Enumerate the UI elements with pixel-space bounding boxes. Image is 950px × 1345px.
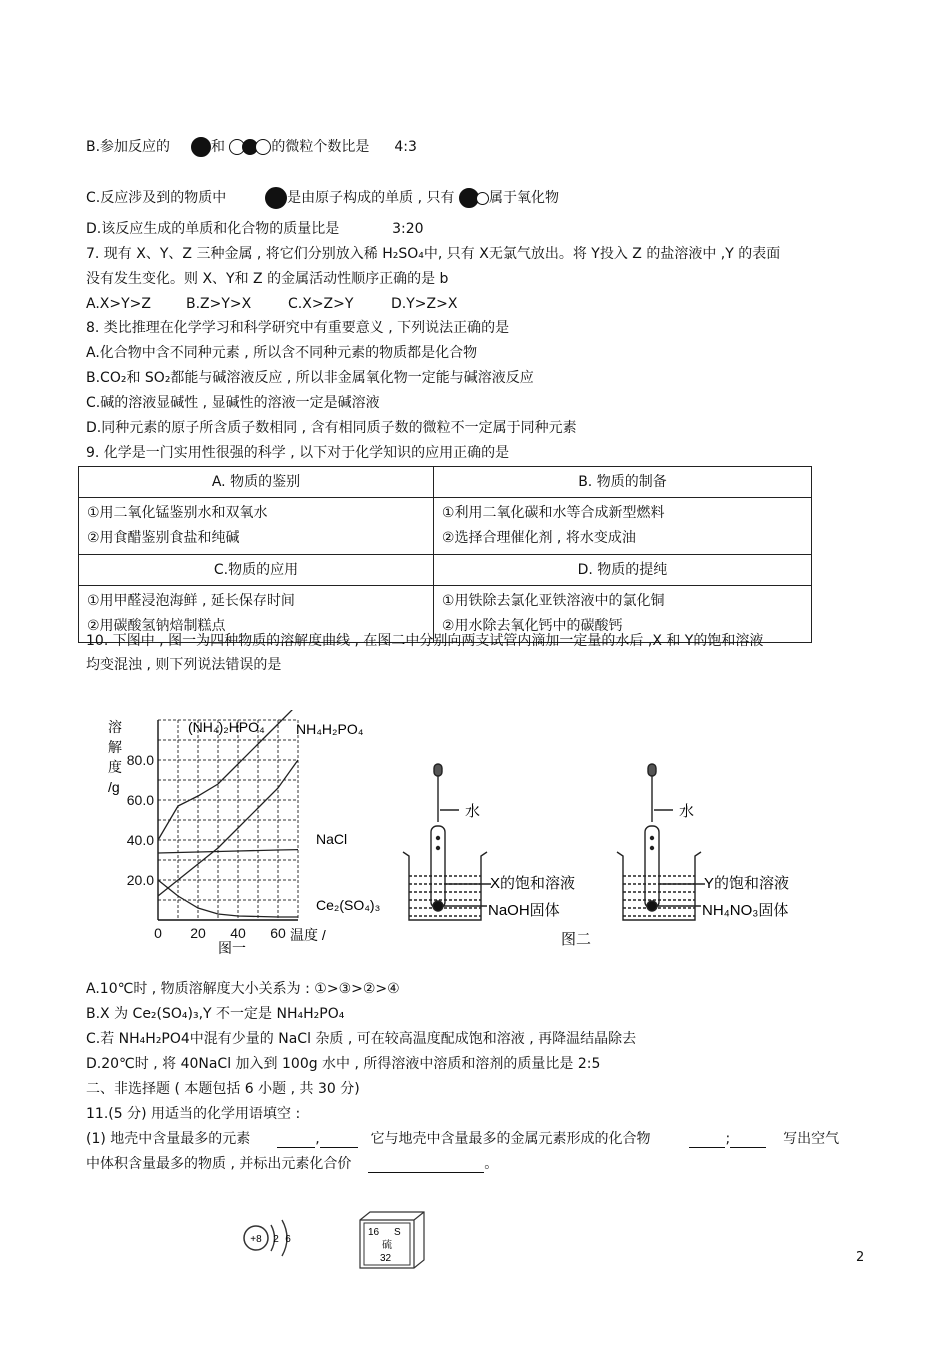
figure-two <box>395 760 815 950</box>
q9-c-item: ②用碳酸氢钠焙制糕点 <box>87 618 226 634</box>
q9-d-item: ②用水除去氧化钙中的碳酸钙 <box>441 618 623 634</box>
q6-c-mid: 是由原子构成的单质 <box>287 190 414 206</box>
q9-a-head: A. 物质的鉴别 <box>79 467 434 498</box>
solid-icon <box>647 901 657 911</box>
y-tick-label: 80.0 <box>126 752 154 768</box>
q6-option-d <box>86 220 424 238</box>
x-tick-label: 20 <box>190 925 206 941</box>
q7-options <box>86 295 457 313</box>
x-axis-label: 温度 / <box>290 927 326 943</box>
q7-option-d: D.Y>Z>X <box>391 296 458 312</box>
q9-d-head: D. 物质的提纯 <box>433 555 811 586</box>
element-card <box>358 1210 430 1270</box>
q9-b-cell <box>433 498 811 555</box>
q9-a-item: ①用二氧化锰鉴别水和双氧水 <box>87 505 268 521</box>
q6-d-ratio: 3:20 <box>392 221 424 237</box>
q11-part1 <box>86 1130 839 1148</box>
q9-table <box>78 466 812 643</box>
answer-blank[interactable] <box>320 1133 358 1148</box>
q9-a-cell <box>79 498 434 555</box>
q11-part1-cont <box>86 1155 498 1173</box>
water-label: 水 <box>679 803 695 820</box>
atom-structure-diagram <box>238 1213 298 1263</box>
y-tick-label: 60.0 <box>126 792 154 808</box>
ylabel-char: 解 <box>108 739 122 755</box>
q6-b-and: 和 <box>210 139 225 155</box>
q8-option-a: A.化合物中含不同种元素 , 所以含不同种元素的物质都是化合物 <box>86 345 478 361</box>
q7-line2: 没有发生变化。则 X、Y和 Z 的金属活动性顺序正确的是 b <box>86 271 449 287</box>
black-atom-icon <box>265 187 287 209</box>
dropper-bulb-icon <box>434 764 442 776</box>
shell-electrons: 2 <box>273 1234 279 1245</box>
q11-comma: , <box>315 1131 320 1147</box>
y-solution-label: Y的饱和溶液 <box>704 875 790 892</box>
chart-grid <box>158 720 298 920</box>
series-line <box>158 850 298 853</box>
x-tick-label: 60 <box>270 925 286 941</box>
q6-b-ratio: 4:3 <box>394 139 417 155</box>
answer-blank[interactable] <box>689 1133 725 1148</box>
water-label: 水 <box>465 803 481 820</box>
q10-option-c: C.若 NH₄H₂PO4中混有少量的 NaCl 杂质 , 可在较高温度配成饱和溶液 , 再降温结晶除去 <box>86 1031 637 1047</box>
q9-a-item: ②用食醋鉴别食盐和纯碱 <box>87 530 240 546</box>
q11-text-b: 它与地壳中含量最多的金属元素形成的化合物 <box>370 1131 651 1147</box>
chart-curves <box>158 710 298 917</box>
y-tick-label: 20.0 <box>126 872 154 888</box>
element-symbol: S <box>394 1227 401 1238</box>
series-label: NaCl <box>316 831 348 847</box>
y-tick-label: 40.0 <box>126 832 154 848</box>
q7-line1: 7. 现有 X、Y、Z 三种金属 , 将它们分别放入稀 H₂SO₄中, 只有 X无氯气放出。将 Y投入 Z 的盐溶液中 ,Y 的表面 <box>86 246 781 262</box>
element-name: 硫 <box>382 1240 392 1251</box>
chart-ticks <box>127 752 286 941</box>
y-solid-label: NH₄NO₃固体 <box>702 902 789 919</box>
atomic-number: 16 <box>368 1227 380 1238</box>
solubility-chart <box>100 710 400 960</box>
q11-semicolon: ; <box>725 1131 731 1147</box>
q7-option-a: A.X>Y>Z <box>86 296 151 312</box>
answer-blank[interactable] <box>277 1133 315 1148</box>
beaker-left <box>403 764 491 920</box>
q9-c-item: ①用甲醛浸泡海鲜 , 延长保存时间 <box>87 593 295 609</box>
q8-stem: 8. 类比推理在化学学习和科学研究中有重要意义 , 下列说法正确的是 <box>86 320 510 336</box>
q9-b-item: ②选择合理催化剂 , 将水变成油 <box>441 530 636 546</box>
x-solution-label: X的饱和溶液 <box>490 875 576 892</box>
q11-text-c: 写出空气 <box>783 1131 840 1147</box>
q7-option-c: C.X>Z>Y <box>288 296 354 312</box>
page-number: 2 <box>856 1250 865 1265</box>
y-axis-label <box>108 719 122 795</box>
q7-option-b: B.Z>Y>X <box>186 296 252 312</box>
oxide-molecule-icon <box>459 188 489 208</box>
q8-option-d: D.同种元素的原子所含质子数相同 , 含有相同质子数的微粒不一定属于同种元素 <box>86 420 577 436</box>
q11-period: 。 <box>484 1156 499 1172</box>
q10-option-a: A.10℃时 , 物质溶解度大小关系为 : ①>③>②>④ <box>86 981 400 997</box>
q8-option-c: C.碱的溶液显碱性 , 显碱性的溶液一定是碱溶液 <box>86 395 380 411</box>
q9-b-item: ①利用二氧化碳和水等合成新型燃料 <box>441 505 665 521</box>
nucleus-charge: +8 <box>250 1234 262 1245</box>
q9-b-head: B. 物质的制备 <box>433 467 811 498</box>
chart-caption: 图一 <box>218 940 246 956</box>
q6-option-c <box>86 187 559 209</box>
section-two-heading: 二、非选择题 ( 本题包括 6 小题 , 共 30 分) <box>86 1081 360 1097</box>
q9-c-head: C.物质的应用 <box>79 555 434 586</box>
q8-option-b: B.CO₂和 SO₂都能与碱溶液反应 , 所以非金属氧化物一定能与碱溶液反应 <box>86 370 534 386</box>
q10-option-d: D.20℃时 , 将 40NaCl 加入到 100g 水中 , 所得溶液中溶质和溶剂的质量比是 2:5 <box>86 1056 601 1072</box>
beaker-right <box>617 764 705 920</box>
black-atom-molecule-icon <box>191 137 211 157</box>
x-tick-label: 0 <box>154 925 162 941</box>
series-label: (NH₄)₂HPO₄ <box>188 719 265 735</box>
q9-stem: 9. 化学是一门实用性很强的科学 , 以下对于化学知识的应用正确的是 <box>86 445 510 461</box>
q6-b-text: B.参加反应的 <box>86 139 171 155</box>
q11-text-a: (1) 地壳中含量最多的元素 <box>86 1131 251 1147</box>
atomic-mass: 32 <box>380 1253 392 1264</box>
q6-c-post: 属于氧化物 <box>488 190 559 206</box>
series-label: Ce₂(SO₄)₃ <box>316 897 381 913</box>
q11-stem: 11.(5 分) 用适当的化学用语填空 : <box>86 1106 301 1122</box>
q11-text-d: 中体积含量最多的物质 , 并标出元素化合价 <box>86 1156 352 1172</box>
x-tick-label: 40 <box>230 925 246 941</box>
solid-icon <box>433 901 443 911</box>
q6-c-mid2: , 只有 <box>417 190 455 206</box>
q9-d-item: ①用铁除去氯化亚铁溶液中的氯化铜 <box>441 593 665 609</box>
figure-two-caption: 图二 <box>561 931 592 948</box>
q10-line1: 10. 下图中 , 图一为四种物质的溶解度曲线 , 在图二中分别向两支试管内滴加一定量的水后 ,X 和 Y的饱和溶液 <box>86 633 764 649</box>
dropper-bulb-icon <box>648 764 656 776</box>
x-solid-label: NaOH固体 <box>488 902 560 919</box>
series-label: NH₄H₂PO₄ <box>296 721 364 737</box>
series-line <box>158 880 298 917</box>
q6-b-text2: 的微粒个数比是 <box>271 139 370 155</box>
q6-option-b <box>86 137 417 157</box>
q6-c-text: C.反应涉及到的物质中 <box>86 190 227 206</box>
ylabel-char: 溶 <box>108 719 122 735</box>
ylabel-char: 度 <box>108 759 122 775</box>
q10-line2: 均变混浊 , 则下列说法错误的是 <box>86 657 282 673</box>
white-black-white-molecule-icon <box>229 138 271 156</box>
q6-d-text: D.该反应生成的单质和化合物的质量比是 <box>86 221 340 237</box>
q10-option-b: B.X 为 Ce₂(SO₄)₃,Y 不一定是 NH₄H₂PO₄ <box>86 1006 345 1022</box>
shell-electrons: 6 <box>285 1234 291 1245</box>
answer-blank[interactable] <box>368 1158 484 1173</box>
answer-blank[interactable] <box>730 1133 766 1148</box>
ylabel-char: /g <box>108 779 120 795</box>
